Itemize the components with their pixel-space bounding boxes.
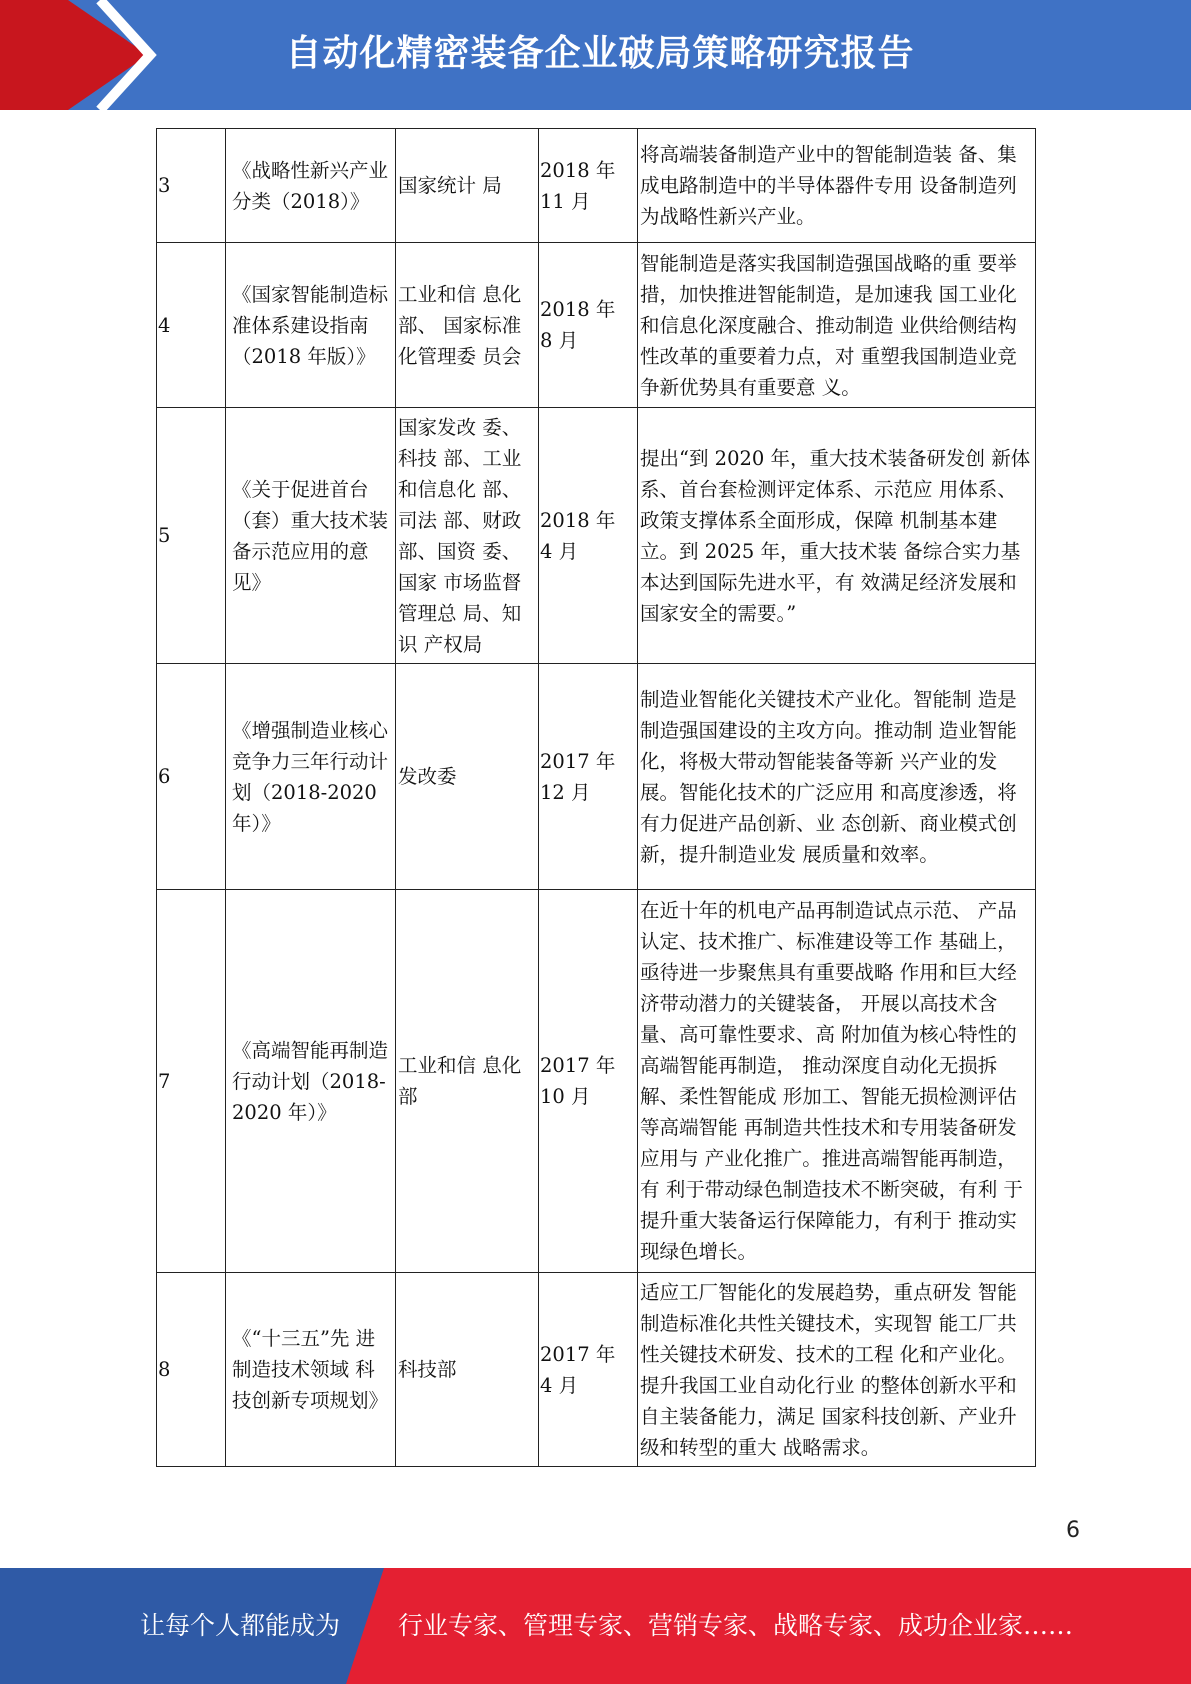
issuing-department: 发改委 [396, 664, 539, 890]
row-number: 8 [157, 1273, 226, 1467]
table-row [157, 1273, 1036, 1467]
table-row [157, 408, 1036, 664]
policy-name: 《关于促进首台（套）重大技术装备示范应用的意见》 [226, 408, 396, 664]
page-footer [0, 1568, 1191, 1684]
policy-name: 《战略性新兴产业分类（2018）》 [226, 129, 396, 243]
policy-description: 适应工厂智能化的发展趋势，重点研发 智能制造标准化共性关键技术，实现智 能工厂共性关键技术研发、技术的工程 化和产业化。提升我国工业自动化行业 的整体创新水平和自主装备能力，满足 国家科技创新、产业升级和转型的重大 战略需求。 [638, 1273, 1036, 1467]
issue-date: 2017 年 10 月 [539, 890, 638, 1273]
issue-date: 2017 年 4 月 [539, 1273, 638, 1467]
policy-name: 《国家智能制造标准体系建设指南（2018 年版）》 [226, 243, 396, 408]
table-row [157, 890, 1036, 1273]
issue-date: 2017 年 12 月 [539, 664, 638, 890]
issuing-department: 科技部 [396, 1273, 539, 1467]
policy-name: 《增强制造业核心竞争力三年行动计划（2018-2020 年）》 [226, 664, 396, 890]
row-number: 7 [157, 890, 226, 1273]
policy-description: 在近十年的机电产品再制造试点示范、 产品认定、技术推广、标准建设等工作 基础上，亟待进一步聚焦具有重要战略 作用和巨大经济带动潜力的关键装备， 开展以高技术含量、高可靠性要求、高 附加值为核心特性的高端智能再制造， 推动深度自动化无损拆解、柔性智能成 形加工、智能无损检测评估等高端智能 再制造共性技术和专用装备研发应用与 产业化推广。推进高端智能再制造，有 利于带动绿色制造技术不断突破，有利 于提升重大装备运行保障能力，有利于 推动实现绿色增长。 [638, 890, 1036, 1273]
policy-description: 将高端装备制造产业中的智能制造装 备、集成电路制造中的半导体器件专用 设备制造列为战略性新兴产业。 [638, 129, 1036, 243]
table-row [157, 129, 1036, 243]
issuing-department: 工业和信 息化部 [396, 890, 539, 1273]
footer-slogan-right: 行业专家、管理专家、营销专家、战略专家、成功企业家…… [398, 1611, 1074, 1640]
red-chevron-shape [0, 0, 148, 110]
policy-description: 提出“到 2020 年，重大技术装备研发创 新体系、首台套检测评定体系、示范应 用体系、政策支撑体系全面形成，保障 机制基本建立。到 2025 年，重大技术装 备综合实力基本达到国际先进水平，有 效满足经济发展和国家安全的需要。” [638, 408, 1036, 664]
policy-name: 《高端智能再制造行动计划（2018-2020 年）》 [226, 890, 396, 1273]
policy-table [156, 128, 1036, 1467]
page-header [0, 0, 1191, 110]
issue-date: 2018 年 4 月 [539, 408, 638, 664]
report-title: 自动化精密装备企业破局策略研究报告 [285, 33, 915, 74]
issue-date: 2018 年 8 月 [539, 243, 638, 408]
table-row [157, 243, 1036, 408]
issuing-department: 国家发改 委、科技 部、工业和信息化 部、司法 部、财政部、国资 委、国家 市场监督管理总 局、知识 产权局 [396, 408, 539, 664]
row-number: 4 [157, 243, 226, 408]
table-row [157, 664, 1036, 890]
footer-slogan-left: 让每个人都能成为 [140, 1611, 341, 1640]
policy-name: 《“十三五”先 进制造技术领域 科技创新专项规划》 [226, 1273, 396, 1467]
row-number: 5 [157, 408, 226, 664]
row-number: 3 [157, 129, 226, 243]
policy-description: 制造业智能化关键技术产业化。智能制 造是制造强国建设的主攻方向。推动制 造业智能化，将极大带动智能装备等新 兴产业的发展。智能化技术的广泛应用 和高度渗透，将有力促进产品创新、业 态创新、商业模式创新，提升制造业发 展质量和效率。 [638, 664, 1036, 890]
issuing-department: 国家统计 局 [396, 129, 539, 243]
issuing-department: 工业和信 息化部、 国家标准化管理委 员会 [396, 243, 539, 408]
policy-description: 智能制造是落实我国制造强国战略的重 要举措，加快推进智能制造，是加速我 国工业化和信息化深度融合、推动制造 业供给侧结构性改革的重要着力点，对 重塑我国制造业竞争新优势具有重要意 义。 [638, 243, 1036, 408]
issue-date: 2018 年 11 月 [539, 129, 638, 243]
page-number: 6 [1066, 1518, 1080, 1543]
row-number: 6 [157, 664, 226, 890]
